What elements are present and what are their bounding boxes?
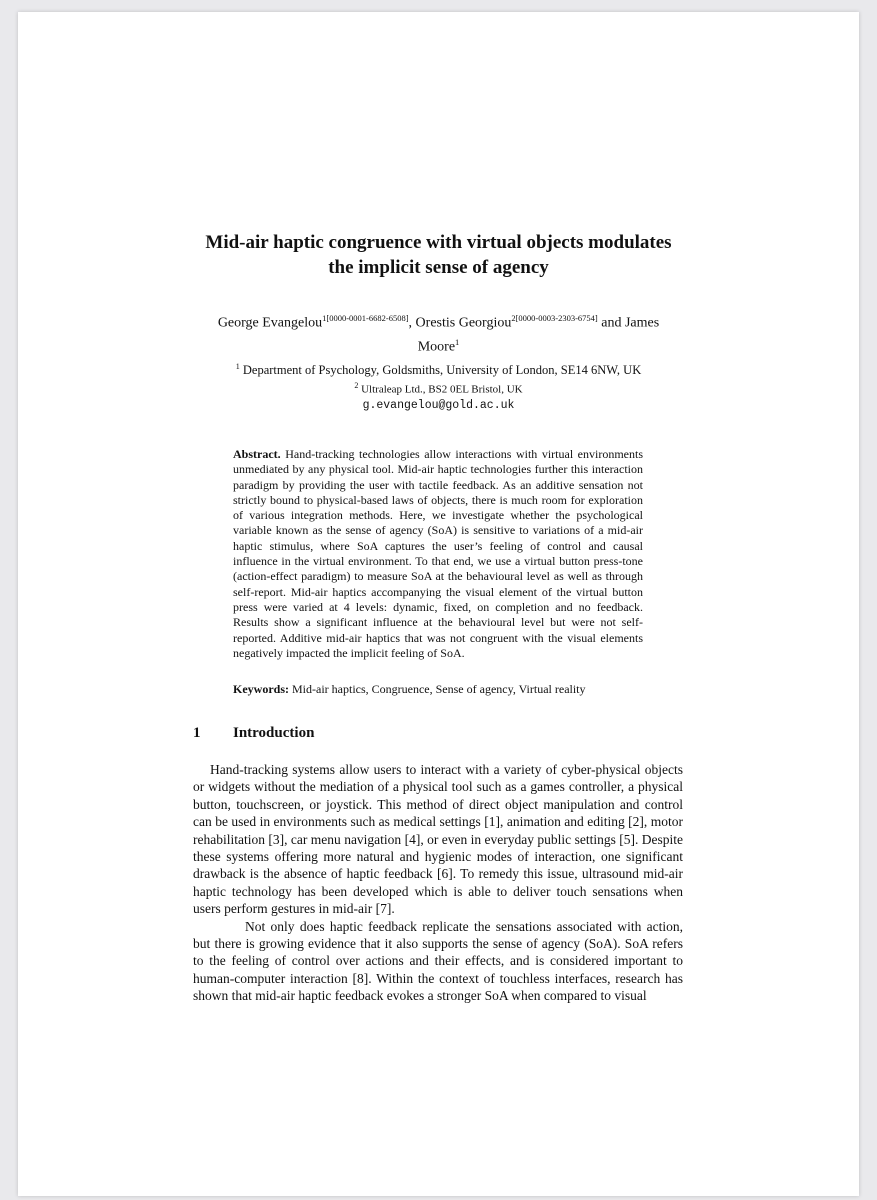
affiliation-1-marker: 1 bbox=[235, 362, 240, 371]
title-line-1: Mid-air haptic congruence with virtual objects modulates bbox=[205, 232, 672, 253]
abstract-text: Hand-tracking technologies allow interactions with virtual environments unmediated by any physical tool. Mid-air haptic technologies further this interaction paradigm by providing the user with tactile feedback. As an additive sensation not strictly bound to physical-based laws of objects, there is much room for exploration of various integration methods. Here, we investigate whether the psychological variable known as the sense of agency (SoA) is sensitive to variations of a mid-air haptic stimulus, where SoA captures the user’s feeling of control and causal influence in the virtual environment. To that end, we use a virtual button press-tone (action-effect paradigm) to measure SoA at the behavioural level as well as through self-report. Mid-air haptics accompanying the visual element of the virtual button press were varied at 4 levels: dynamic, fixed, on completion and no feedback. Results show a significant influence at the behavioural level but were not self-reported. Additive mid-air haptics that was not congruent with the visual elements negatively impacted the implicit feeling of SoA. bbox=[233, 447, 644, 660]
author-separator: , bbox=[408, 315, 416, 331]
affiliation-1 bbox=[18, 359, 859, 378]
body-text bbox=[193, 761, 683, 1005]
affiliations bbox=[18, 359, 859, 414]
keywords bbox=[233, 682, 663, 697]
abstract-label: Abstract. bbox=[233, 447, 281, 461]
keywords-text: Mid-air haptics, Congruence, Sense of agency, Virtual reality bbox=[289, 682, 586, 696]
affiliation-2-text: Ultraleap Ltd., BS2 0EL Bristol, UK bbox=[358, 383, 523, 396]
title-line-2: the implicit sense of agency bbox=[328, 257, 549, 278]
paragraph: Hand-tracking systems allow users to interact with a variety of cyber-physical objects or widgets without the mediation of a physical tool such as a games controller, a physical button, touchscreen, or joystick. This method of direct object manipulation and control can be used in environments such as medical settings [1], animation and editing [2], motor rehabilitation [3], car menu navigation [4], or even in everyday public settings [5]. Despite these systems offering more natural and hygienic modes of interaction, one significant drawback is the absence of haptic feedback [6]. To remedy this issue, ultrasound mid-air haptic technology has been developed which is able to deliver touch sensations when users perform gestures in mid-air [7]. bbox=[193, 762, 683, 917]
author-list bbox=[18, 309, 859, 356]
affiliation-2-marker: 2 bbox=[354, 381, 359, 391]
section-title: Introduction bbox=[233, 725, 315, 741]
paper-page bbox=[18, 12, 859, 1196]
author-1: George Evangelou bbox=[217, 315, 323, 331]
keywords-label: Keywords: bbox=[233, 682, 289, 696]
abstract bbox=[233, 447, 643, 661]
paper-title bbox=[18, 230, 859, 280]
author-separator: and James bbox=[597, 315, 660, 331]
author-3: Moore bbox=[417, 339, 456, 355]
author-2-orcid: 2[0000-0003-2303-6754] bbox=[511, 313, 598, 323]
author-3-affil: 1 bbox=[455, 336, 460, 347]
contact-email[interactable]: g.evangelou@gold.ac.uk bbox=[362, 398, 515, 412]
affiliation-1-text: Department of Psychology, Goldsmiths, University of London, SE14 6NW, UK bbox=[239, 363, 642, 378]
affiliation-2 bbox=[18, 378, 859, 398]
paragraph: Not only does haptic feedback replicate the sensations associated with action, but there is growing evidence that it also supports the sense of agency (SoA). SoA refers to the feeling of control over actions and their effects, and is considered important to human-computer interaction [8]. Within the context of touchless interfaces, research has shown that mid-air haptic feedback evokes a stronger SoA when compared to visual bbox=[193, 918, 683, 1004]
section-heading bbox=[193, 725, 314, 742]
section-number: 1 bbox=[193, 725, 201, 741]
author-1-orcid: 1[0000-0001-6682-6508] bbox=[322, 313, 409, 323]
author-2: Orestis Georgiou bbox=[415, 315, 512, 331]
